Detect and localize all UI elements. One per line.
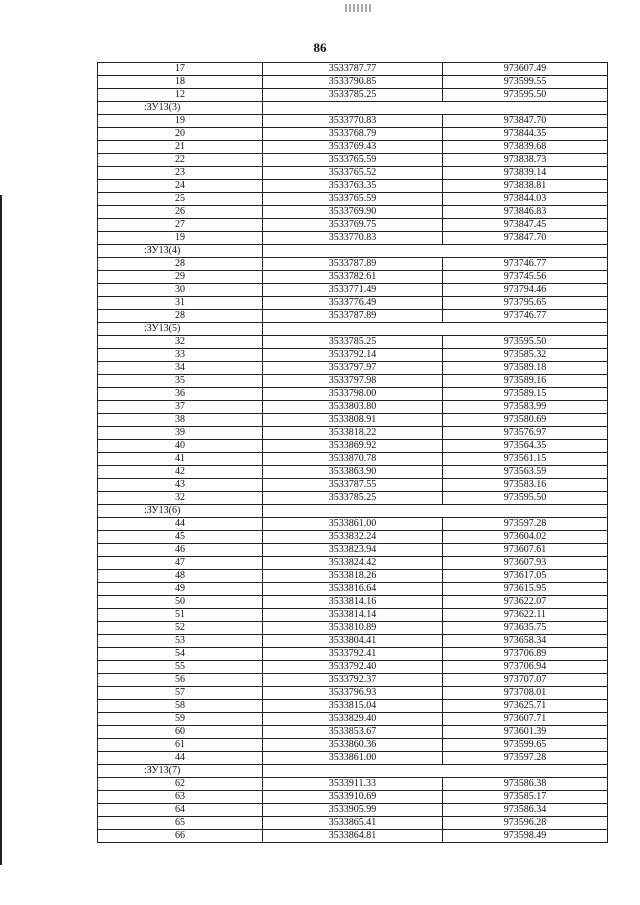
point-number: 28 <box>98 310 263 323</box>
point-number: 54 <box>98 648 263 661</box>
point-number: 57 <box>98 687 263 700</box>
table-row <box>98 232 608 245</box>
y-coordinate: 973844.35 <box>443 128 608 141</box>
y-coordinate: 973596.28 <box>443 817 608 830</box>
y-coordinate: 973589.18 <box>443 362 608 375</box>
point-number: 34 <box>98 362 263 375</box>
point-number: 62 <box>98 778 263 791</box>
table-row <box>98 167 608 180</box>
table-row <box>98 271 608 284</box>
coordinates-table-body <box>98 63 608 843</box>
x-coordinate: 3533824.42 <box>263 557 443 570</box>
point-number: 31 <box>98 297 263 310</box>
x-coordinate: 3533814.16 <box>263 596 443 609</box>
point-number: 51 <box>98 609 263 622</box>
x-coordinate: 3533864.81 <box>263 830 443 843</box>
y-coordinate: 973583.99 <box>443 401 608 414</box>
table-row <box>98 284 608 297</box>
x-coordinate: 3533792.14 <box>263 349 443 362</box>
table-row <box>98 414 608 427</box>
point-number: 50 <box>98 596 263 609</box>
y-coordinate: 973586.38 <box>443 778 608 791</box>
table-row <box>98 453 608 466</box>
point-number: 46 <box>98 544 263 557</box>
table-row <box>98 492 608 505</box>
point-number: 20 <box>98 128 263 141</box>
x-coordinate: 3533815.04 <box>263 700 443 713</box>
x-coordinate: 3533861.00 <box>263 518 443 531</box>
section-empty-cell <box>263 323 608 336</box>
x-coordinate: 3533861.00 <box>263 752 443 765</box>
table-row <box>98 310 608 323</box>
table-row <box>98 544 608 557</box>
x-coordinate: 3533785.25 <box>263 492 443 505</box>
section-label: :ЗУ13(5) <box>98 323 263 336</box>
y-coordinate: 973839.68 <box>443 141 608 154</box>
table-row <box>98 557 608 570</box>
table-row <box>98 336 608 349</box>
y-coordinate: 973847.70 <box>443 232 608 245</box>
y-coordinate: 973622.11 <box>443 609 608 622</box>
x-coordinate: 3533763.35 <box>263 180 443 193</box>
point-number: 24 <box>98 180 263 193</box>
coordinates-table <box>97 62 608 843</box>
point-number: 19 <box>98 232 263 245</box>
section-empty-cell <box>263 245 608 258</box>
point-number: 25 <box>98 193 263 206</box>
table-row <box>98 583 608 596</box>
point-number: 66 <box>98 830 263 843</box>
x-coordinate: 3533770.83 <box>263 115 443 128</box>
x-coordinate: 3533769.43 <box>263 141 443 154</box>
x-coordinate: 3533853.67 <box>263 726 443 739</box>
point-number: 33 <box>98 349 263 362</box>
x-coordinate: 3533810.89 <box>263 622 443 635</box>
table-row <box>98 479 608 492</box>
y-coordinate: 973607.71 <box>443 713 608 726</box>
y-coordinate: 973708.01 <box>443 687 608 700</box>
y-coordinate: 973746.77 <box>443 310 608 323</box>
point-number: 12 <box>98 89 263 102</box>
y-coordinate: 973601.39 <box>443 726 608 739</box>
x-coordinate: 3533790.85 <box>263 76 443 89</box>
x-coordinate: 3533865.41 <box>263 817 443 830</box>
point-number: 26 <box>98 206 263 219</box>
table-row <box>98 349 608 362</box>
point-number: 37 <box>98 401 263 414</box>
table-row <box>98 115 608 128</box>
y-coordinate: 973599.55 <box>443 76 608 89</box>
margin-bar <box>0 195 2 865</box>
section-row <box>98 323 608 336</box>
table-row <box>98 180 608 193</box>
table-row <box>98 466 608 479</box>
table-row <box>98 687 608 700</box>
section-empty-cell <box>263 505 608 518</box>
point-number: 30 <box>98 284 263 297</box>
table-row <box>98 206 608 219</box>
x-coordinate: 3533765.52 <box>263 167 443 180</box>
section-row <box>98 765 608 778</box>
y-coordinate: 973583.16 <box>443 479 608 492</box>
x-coordinate: 3533905.99 <box>263 804 443 817</box>
x-coordinate: 3533787.89 <box>263 258 443 271</box>
table-row <box>98 752 608 765</box>
x-coordinate: 3533823.94 <box>263 544 443 557</box>
y-coordinate: 973746.77 <box>443 258 608 271</box>
point-number: 48 <box>98 570 263 583</box>
x-coordinate: 3533798.00 <box>263 388 443 401</box>
y-coordinate: 973561.15 <box>443 453 608 466</box>
x-coordinate: 3533814.14 <box>263 609 443 622</box>
y-coordinate: 973706.94 <box>443 661 608 674</box>
table-row <box>98 427 608 440</box>
x-coordinate: 3533797.98 <box>263 375 443 388</box>
section-label: :ЗУ13(4) <box>98 245 263 258</box>
x-coordinate: 3533782.61 <box>263 271 443 284</box>
y-coordinate: 973795.65 <box>443 297 608 310</box>
y-coordinate: 973838.73 <box>443 154 608 167</box>
y-coordinate: 973576.97 <box>443 427 608 440</box>
y-coordinate: 973706.89 <box>443 648 608 661</box>
y-coordinate: 973595.50 <box>443 89 608 102</box>
table-row <box>98 89 608 102</box>
y-coordinate: 973615.95 <box>443 583 608 596</box>
x-coordinate: 3533863.90 <box>263 466 443 479</box>
table-row <box>98 531 608 544</box>
y-coordinate: 973607.49 <box>443 63 608 76</box>
y-coordinate: 973564.35 <box>443 440 608 453</box>
point-number: 32 <box>98 336 263 349</box>
x-coordinate: 3533818.26 <box>263 570 443 583</box>
point-number: 44 <box>98 518 263 531</box>
y-coordinate: 973589.15 <box>443 388 608 401</box>
table-row <box>98 778 608 791</box>
y-coordinate: 973604.02 <box>443 531 608 544</box>
y-coordinate: 973658.34 <box>443 635 608 648</box>
y-coordinate: 973598.49 <box>443 830 608 843</box>
x-coordinate: 3533804.41 <box>263 635 443 648</box>
x-coordinate: 3533816.64 <box>263 583 443 596</box>
point-number: 39 <box>98 427 263 440</box>
scan-artifact <box>345 4 373 12</box>
table-row <box>98 596 608 609</box>
point-number: 63 <box>98 791 263 804</box>
section-label: :ЗУ13(7) <box>98 765 263 778</box>
table-row <box>98 700 608 713</box>
table-row <box>98 817 608 830</box>
y-coordinate: 973745.56 <box>443 271 608 284</box>
section-row <box>98 245 608 258</box>
x-coordinate: 3533860.36 <box>263 739 443 752</box>
x-coordinate: 3533797.97 <box>263 362 443 375</box>
x-coordinate: 3533769.75 <box>263 219 443 232</box>
x-coordinate: 3533770.83 <box>263 232 443 245</box>
y-coordinate: 973622.07 <box>443 596 608 609</box>
point-number: 41 <box>98 453 263 466</box>
point-number: 47 <box>98 557 263 570</box>
x-coordinate: 3533765.59 <box>263 154 443 167</box>
y-coordinate: 973625.71 <box>443 700 608 713</box>
x-coordinate: 3533911.33 <box>263 778 443 791</box>
point-number: 52 <box>98 622 263 635</box>
y-coordinate: 973846.83 <box>443 206 608 219</box>
y-coordinate: 973847.45 <box>443 219 608 232</box>
x-coordinate: 3533792.40 <box>263 661 443 674</box>
table-row <box>98 661 608 674</box>
table-row <box>98 375 608 388</box>
table-row <box>98 791 608 804</box>
point-number: 49 <box>98 583 263 596</box>
x-coordinate: 3533869.92 <box>263 440 443 453</box>
y-coordinate: 973839.14 <box>443 167 608 180</box>
table-row <box>98 609 608 622</box>
table-row <box>98 128 608 141</box>
point-number: 23 <box>98 167 263 180</box>
y-coordinate: 973707.07 <box>443 674 608 687</box>
point-number: 28 <box>98 258 263 271</box>
point-number: 17 <box>98 63 263 76</box>
x-coordinate: 3533787.55 <box>263 479 443 492</box>
y-coordinate: 973635.75 <box>443 622 608 635</box>
y-coordinate: 973844.03 <box>443 193 608 206</box>
point-number: 21 <box>98 141 263 154</box>
point-number: 43 <box>98 479 263 492</box>
table-row <box>98 440 608 453</box>
table-row <box>98 388 608 401</box>
point-number: 42 <box>98 466 263 479</box>
page-number: 86 <box>313 40 327 55</box>
section-label: :ЗУ13(3) <box>98 102 263 115</box>
point-number: 38 <box>98 414 263 427</box>
point-number: 56 <box>98 674 263 687</box>
table-row <box>98 804 608 817</box>
table-row <box>98 193 608 206</box>
table-row <box>98 297 608 310</box>
point-number: 36 <box>98 388 263 401</box>
table-row <box>98 141 608 154</box>
point-number: 60 <box>98 726 263 739</box>
x-coordinate: 3533792.41 <box>263 648 443 661</box>
point-number: 35 <box>98 375 263 388</box>
point-number: 45 <box>98 531 263 544</box>
y-coordinate: 973597.28 <box>443 518 608 531</box>
x-coordinate: 3533776.49 <box>263 297 443 310</box>
section-row <box>98 505 608 518</box>
point-number: 55 <box>98 661 263 674</box>
x-coordinate: 3533832.24 <box>263 531 443 544</box>
y-coordinate: 973838.81 <box>443 180 608 193</box>
table-row <box>98 739 608 752</box>
y-coordinate: 973586.34 <box>443 804 608 817</box>
y-coordinate: 973595.50 <box>443 336 608 349</box>
point-number: 64 <box>98 804 263 817</box>
y-coordinate: 973580.69 <box>443 414 608 427</box>
x-coordinate: 3533787.89 <box>263 310 443 323</box>
x-coordinate: 3533785.25 <box>263 89 443 102</box>
table-row <box>98 518 608 531</box>
table-row <box>98 63 608 76</box>
y-coordinate: 973847.70 <box>443 115 608 128</box>
point-number: 44 <box>98 752 263 765</box>
x-coordinate: 3533808.91 <box>263 414 443 427</box>
point-number: 29 <box>98 271 263 284</box>
table-row <box>98 219 608 232</box>
table-row <box>98 362 608 375</box>
point-number: 53 <box>98 635 263 648</box>
table-row <box>98 726 608 739</box>
x-coordinate: 3533769.90 <box>263 206 443 219</box>
section-row <box>98 102 608 115</box>
y-coordinate: 973607.93 <box>443 557 608 570</box>
section-empty-cell <box>263 102 608 115</box>
point-number: 19 <box>98 115 263 128</box>
point-number: 32 <box>98 492 263 505</box>
point-number: 27 <box>98 219 263 232</box>
x-coordinate: 3533785.25 <box>263 336 443 349</box>
y-coordinate: 973607.61 <box>443 544 608 557</box>
x-coordinate: 3533765.59 <box>263 193 443 206</box>
table-row <box>98 154 608 167</box>
y-coordinate: 973617.05 <box>443 570 608 583</box>
x-coordinate: 3533803.80 <box>263 401 443 414</box>
y-coordinate: 973589.16 <box>443 375 608 388</box>
section-label: :ЗУ13(6) <box>98 505 263 518</box>
x-coordinate: 3533768.79 <box>263 128 443 141</box>
table-row <box>98 622 608 635</box>
x-coordinate: 3533771.49 <box>263 284 443 297</box>
section-empty-cell <box>263 765 608 778</box>
table-row <box>98 648 608 661</box>
point-number: 40 <box>98 440 263 453</box>
x-coordinate: 3533787.77 <box>263 63 443 76</box>
point-number: 58 <box>98 700 263 713</box>
x-coordinate: 3533910.69 <box>263 791 443 804</box>
table-row <box>98 713 608 726</box>
x-coordinate: 3533796.93 <box>263 687 443 700</box>
table-row <box>98 674 608 687</box>
x-coordinate: 3533792.37 <box>263 674 443 687</box>
y-coordinate: 973585.17 <box>443 791 608 804</box>
y-coordinate: 973794.46 <box>443 284 608 297</box>
table-row <box>98 635 608 648</box>
y-coordinate: 973599.65 <box>443 739 608 752</box>
point-number: 65 <box>98 817 263 830</box>
point-number: 18 <box>98 76 263 89</box>
x-coordinate: 3533818.22 <box>263 427 443 440</box>
y-coordinate: 973563.59 <box>443 466 608 479</box>
y-coordinate: 973597.28 <box>443 752 608 765</box>
table-row <box>98 76 608 89</box>
y-coordinate: 973595.50 <box>443 492 608 505</box>
table-row <box>98 570 608 583</box>
table-row <box>98 258 608 271</box>
x-coordinate: 3533870.78 <box>263 453 443 466</box>
point-number: 22 <box>98 154 263 167</box>
table-row <box>98 830 608 843</box>
table-row <box>98 401 608 414</box>
point-number: 61 <box>98 739 263 752</box>
point-number: 59 <box>98 713 263 726</box>
x-coordinate: 3533829.40 <box>263 713 443 726</box>
y-coordinate: 973585.32 <box>443 349 608 362</box>
